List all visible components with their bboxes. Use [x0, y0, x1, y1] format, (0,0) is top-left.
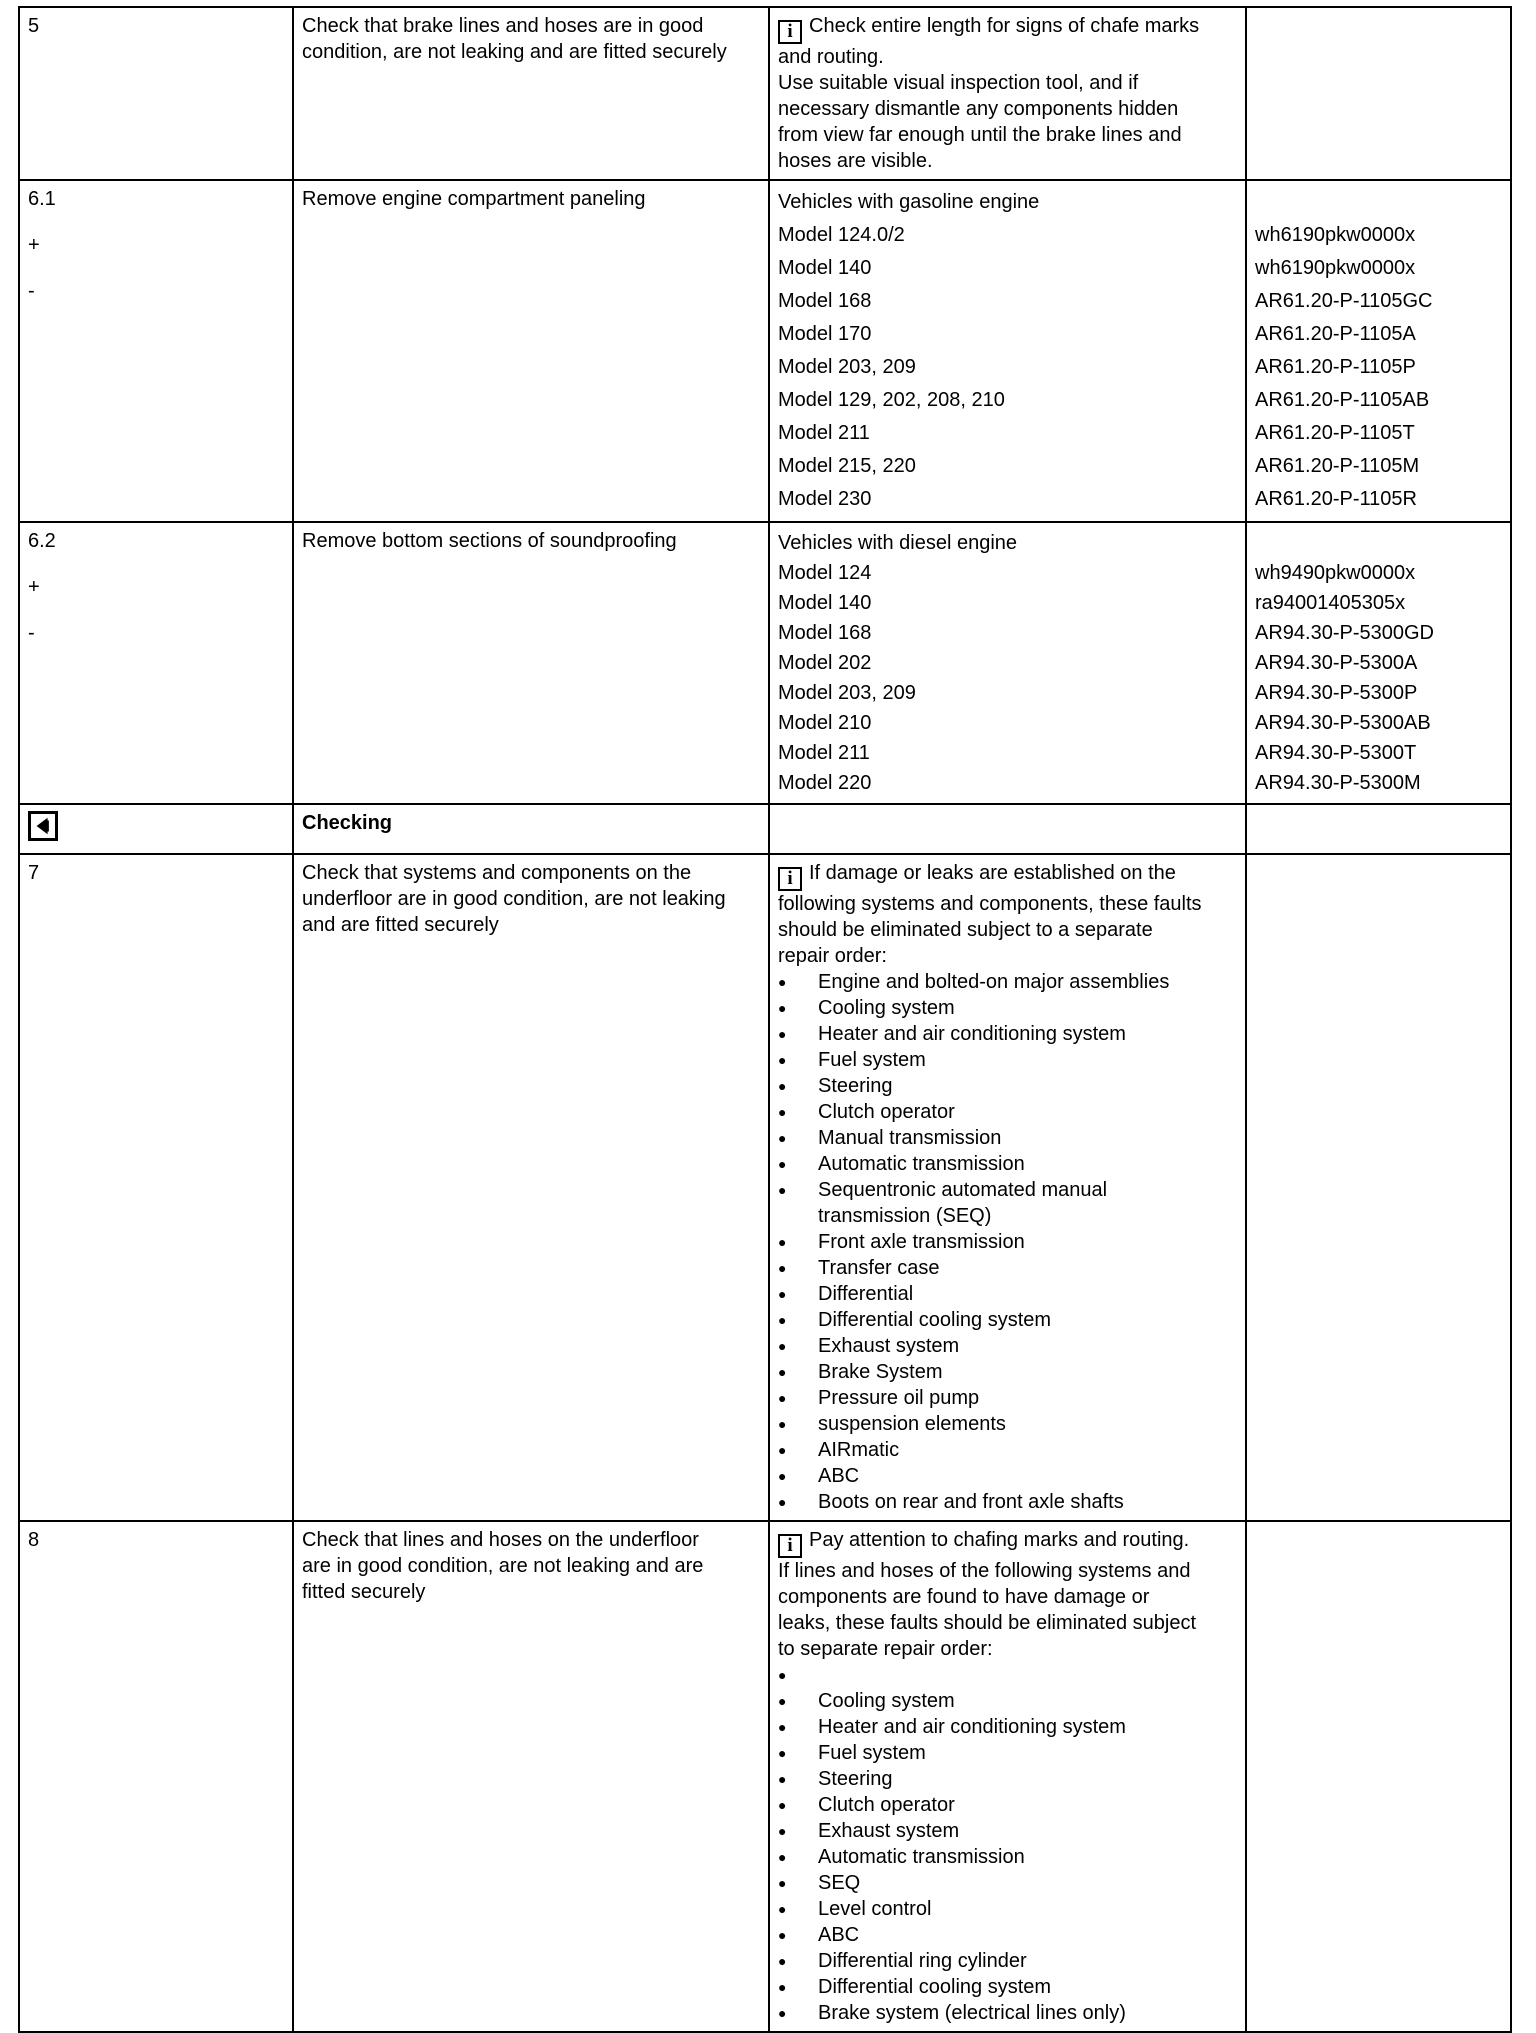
bullet-item [778, 1714, 1237, 1740]
note-paragraph-2 [778, 70, 1205, 174]
bullet-dot: ● [778, 1927, 787, 1943]
bullet-item [778, 1870, 1237, 1896]
bullet-item [778, 1151, 1237, 1177]
bullet-item [778, 1281, 1237, 1307]
bullet-item [778, 1948, 1237, 1974]
bullet-text: Exhaust system [818, 1335, 960, 1357]
maintenance-task-table [18, 6, 1512, 2033]
task-text: Remove engine compartment paneling [302, 188, 646, 210]
task-description-cell [293, 7, 769, 180]
ref-list [1255, 186, 1502, 516]
bullet-item [778, 1766, 1237, 1792]
task-row-6-1 [19, 180, 1511, 522]
bullet-text: Clutch operator [818, 1101, 955, 1123]
bullet-text: Differential [818, 1283, 914, 1305]
note-text: Pay attention to chafing marks and routing. If lines and hoses of the following systems and components are found to have damage or leaks, these faults should be eliminated subject to separate repair order: [778, 1529, 1197, 1660]
bullet-item [778, 995, 1237, 1021]
note-text: Check entire length for signs of chafe marks and routing. [778, 15, 1200, 68]
item-number: 5 [28, 15, 40, 37]
list-line: wh9490pkw0000x [1255, 562, 1416, 584]
bullet-text: Steering [818, 1768, 893, 1790]
list-line: Model 210 [778, 712, 872, 734]
bullet-item [778, 1662, 1237, 1688]
bullet-dot: ● [778, 1719, 787, 1735]
note-cell [769, 854, 1246, 1521]
bullet-item [778, 1047, 1237, 1073]
task-description-cell [293, 180, 769, 522]
bullet-dot: ● [778, 1901, 787, 1917]
document-ref-cell [1246, 1521, 1511, 2032]
variant-heading: Vehicles with gasoline engine [778, 191, 1040, 213]
list-line: AR61.20-P-1105A [1255, 323, 1416, 345]
bullet-dot: ● [778, 1849, 787, 1865]
task-row-7 [19, 854, 1511, 1521]
task-text: Remove bottom sections of soundproofing [302, 530, 677, 552]
bullet-text: suspension elements [818, 1413, 1006, 1435]
item-number: 8 [28, 1529, 40, 1551]
bullet-item [778, 1437, 1237, 1463]
list-line: AR94.30-P-5300T [1255, 742, 1417, 764]
bullet-dot: ● [778, 1286, 787, 1302]
list-line: Model 124.0/2 [778, 224, 905, 246]
bullet-text: ABC [818, 1465, 860, 1487]
task-row-8 [19, 1521, 1511, 2032]
list-line: AR94.30-P-5300M [1255, 772, 1421, 794]
list-line: Model 203, 209 [778, 356, 916, 378]
bullet-text: Engine and bolted-on major assemblies [818, 971, 1170, 993]
bullet-dot: ● [778, 1979, 787, 1995]
document-ref-cell [1246, 522, 1511, 804]
ref-list [1255, 528, 1502, 798]
item-number: 6.2 [28, 530, 56, 552]
section-icon-cell [19, 804, 293, 854]
bullet-text: Level control [818, 1898, 932, 1920]
bullet-text: SEQ [818, 1872, 861, 1894]
bullet-item [778, 1896, 1237, 1922]
bullet-text: Heater and air conditioning system [818, 1716, 1126, 1738]
section-header-row [19, 804, 1511, 854]
bullet-item [778, 1844, 1237, 1870]
ref-lines [1255, 219, 1502, 516]
bullet-text: Cooling system [818, 1690, 955, 1712]
task-description-cell [293, 854, 769, 1521]
bullet-dot: ● [778, 1875, 787, 1891]
bullet-dot: ● [778, 1390, 787, 1406]
bullet-dot: ● [778, 1312, 787, 1328]
task-text: Check that brake lines and hoses are in good condition, are not leaking and are fitted securely [302, 15, 727, 63]
expand-minus: - [28, 622, 35, 644]
bullet-text: Heater and air conditioning system [818, 1023, 1126, 1045]
bullet-item [778, 1099, 1237, 1125]
document-ref-cell [1246, 7, 1511, 180]
expand-plus: + [28, 234, 40, 256]
bullet-text: Front axle transmission [818, 1231, 1025, 1253]
variant-heading: Vehicles with diesel engine [778, 532, 1018, 554]
bullet-item [778, 1974, 1237, 2000]
list-line: AR94.30-P-5300AB [1255, 712, 1431, 734]
bullet-text: Automatic transmission [818, 1846, 1025, 1868]
bullet-dot: ● [778, 1771, 787, 1787]
bullet-dot: ● [778, 1667, 787, 1683]
bullet-dot: ● [778, 1156, 787, 1172]
ref-spacer [1255, 528, 1502, 558]
bullet-dot: ● [778, 1494, 787, 1510]
bullet-item [778, 1489, 1237, 1515]
bullet-text: Differential cooling system [818, 1309, 1052, 1331]
note-cell [769, 804, 1246, 854]
bullet-text: Brake System [818, 1361, 943, 1383]
note-text: If damage or leaks are established on the following systems and components, these faults should be eliminated subject to a separate repair order: [778, 862, 1202, 967]
item-number-cell [19, 7, 293, 180]
document-ref-cell [1246, 854, 1511, 1521]
bullet-text: Transfer case [818, 1257, 940, 1279]
task-description-cell [293, 522, 769, 804]
list-line: Model 168 [778, 622, 872, 644]
bullet-dot: ● [778, 1000, 787, 1016]
list-line: AR61.20-P-1105T [1255, 422, 1415, 444]
bullet-text: Brake system (electrical lines only) [818, 2002, 1126, 2024]
ref-spacer [1255, 186, 1502, 219]
note-cell [769, 180, 1246, 522]
note-text-2: Use suitable visual inspection tool, and if necessary dismantle any components hidden from view far enough until the brake lines and hoses are visible. [778, 72, 1182, 172]
bullet-text: Manual transmission [818, 1127, 1002, 1149]
list-line: Model 129, 202, 208, 210 [778, 389, 1005, 411]
item-number-cell [19, 180, 293, 522]
bullet-item [778, 1359, 1237, 1385]
bullet-text: AIRmatic [818, 1439, 900, 1461]
bullet-dot: ● [778, 1260, 787, 1276]
bullet-item [778, 969, 1237, 995]
bullet-dot: ● [778, 2005, 787, 2021]
note-cell [769, 7, 1246, 180]
bullet-dot: ● [778, 1442, 787, 1458]
bullet-dot: ● [778, 1026, 787, 1042]
bullet-dot: ● [778, 1693, 787, 1709]
info-icon: i [778, 20, 802, 44]
list-line: AR61.20-P-1105R [1255, 488, 1417, 510]
list-line: AR61.20-P-1105M [1255, 455, 1420, 477]
task-text: Check that systems and components on the underfloor are in good condition, are not leaking and are fitted securely [302, 862, 726, 936]
model-lines [778, 558, 1237, 798]
bullet-dot: ● [778, 1130, 787, 1146]
list-line: Model 124 [778, 562, 872, 584]
bullet-text: Steering [818, 1075, 893, 1097]
ref-lines [1255, 558, 1502, 798]
section-title-cell [293, 804, 769, 854]
bullet-dot: ● [778, 1797, 787, 1813]
expand-minus: - [28, 280, 35, 302]
bullet-dot: ● [778, 1364, 787, 1380]
note-paragraph [778, 860, 1205, 969]
bullet-item [778, 1818, 1237, 1844]
list-line: wh6190pkw0000x [1255, 257, 1416, 279]
list-line: Model 170 [778, 323, 872, 345]
bullet-text: Fuel system [818, 1049, 926, 1071]
task-row-6-2 [19, 522, 1511, 804]
bullet-dot: ● [778, 1745, 787, 1761]
bullet-dot: ● [778, 974, 787, 990]
bullet-item [778, 2000, 1237, 2026]
bullet-item [778, 1307, 1237, 1333]
bullet-item [778, 1021, 1237, 1047]
bullet-text: Cooling system [818, 997, 955, 1019]
list-line: wh6190pkw0000x [1255, 224, 1416, 246]
bullet-dot: ● [778, 1468, 787, 1484]
list-line: Model 202 [778, 652, 872, 674]
bullet-text: Differential cooling system [818, 1976, 1052, 1998]
bullet-dot: ● [778, 1234, 787, 1250]
bullet-item [778, 1177, 1237, 1229]
bullet-text: Boots on rear and front axle shafts [818, 1491, 1124, 1513]
bullet-item [778, 1688, 1237, 1714]
task-row-5 [19, 7, 1511, 180]
bullet-dot: ● [778, 1104, 787, 1120]
section-title: Checking [302, 812, 393, 834]
bullet-dot: ● [778, 1416, 787, 1432]
bullet-text: Sequentronic automated manual transmission (SEQ) [818, 1179, 1108, 1227]
info-icon: i [778, 867, 802, 891]
bullet-item [778, 1385, 1237, 1411]
note-cell [769, 1521, 1246, 2032]
list-line: Model 168 [778, 290, 872, 312]
list-line: Model 203, 209 [778, 682, 916, 704]
task-description-cell [293, 1521, 769, 2032]
list-line: Model 140 [778, 592, 872, 614]
bullet-text: ABC [818, 1924, 860, 1946]
item-number-cell [19, 854, 293, 1521]
model-list [778, 186, 1237, 516]
document-ref-cell [1246, 804, 1511, 854]
list-line: AR61.20-P-1105GC [1255, 290, 1433, 312]
bullet-item [778, 1411, 1237, 1437]
list-line: AR94.30-P-5300A [1255, 652, 1418, 674]
note-paragraph [778, 1527, 1205, 1662]
bullet-list [778, 1662, 1237, 2026]
list-line: Model 220 [778, 772, 872, 794]
item-number-cell [19, 1521, 293, 2032]
speaker-icon [28, 811, 58, 841]
bullet-text: Automatic transmission [818, 1153, 1025, 1175]
list-line: AR61.20-P-1105AB [1255, 389, 1430, 411]
bullet-text: Clutch operator [818, 1794, 955, 1816]
list-line: AR94.30-P-5300P [1255, 682, 1418, 704]
bullet-dot: ● [778, 1338, 787, 1354]
bullet-item [778, 1922, 1237, 1948]
list-line: Model 215, 220 [778, 455, 916, 477]
list-line: Model 211 [778, 422, 870, 444]
bullet-item [778, 1073, 1237, 1099]
bullet-item [778, 1740, 1237, 1766]
item-number: 7 [28, 862, 40, 884]
bullet-dot: ● [778, 1823, 787, 1839]
list-line: Model 211 [778, 742, 870, 764]
item-number-cell [19, 522, 293, 804]
bullet-item [778, 1255, 1237, 1281]
bullet-dot: ● [778, 1078, 787, 1094]
task-text: Check that lines and hoses on the underfloor are in good condition, are not leaking and are fitted securely [302, 1529, 704, 1603]
bullet-text: Fuel system [818, 1742, 926, 1764]
bullet-list [778, 969, 1237, 1515]
bullet-text: Differential ring cylinder [818, 1950, 1027, 1972]
model-list [778, 528, 1237, 798]
document-ref-cell [1246, 180, 1511, 522]
bullet-text: Exhaust system [818, 1820, 960, 1842]
bullet-item [778, 1333, 1237, 1359]
list-line: Model 230 [778, 488, 872, 510]
list-line: ra94001405305x [1255, 592, 1406, 614]
item-number: 6.1 [28, 188, 56, 210]
bullet-item [778, 1792, 1237, 1818]
model-lines [778, 219, 1237, 516]
bullet-dot: ● [778, 1052, 787, 1068]
expand-plus: + [28, 576, 40, 598]
bullet-item [778, 1229, 1237, 1255]
list-line: Model 140 [778, 257, 872, 279]
bullet-dot: ● [778, 1182, 787, 1198]
list-line: AR61.20-P-1105P [1255, 356, 1416, 378]
note-cell [769, 522, 1246, 804]
list-line: AR94.30-P-5300GD [1255, 622, 1434, 644]
bullet-item [778, 1125, 1237, 1151]
bullet-item [778, 1463, 1237, 1489]
info-icon: i [778, 1534, 802, 1558]
bullet-dot: ● [778, 1953, 787, 1969]
note-paragraph [778, 13, 1205, 70]
bullet-text: Pressure oil pump [818, 1387, 980, 1409]
